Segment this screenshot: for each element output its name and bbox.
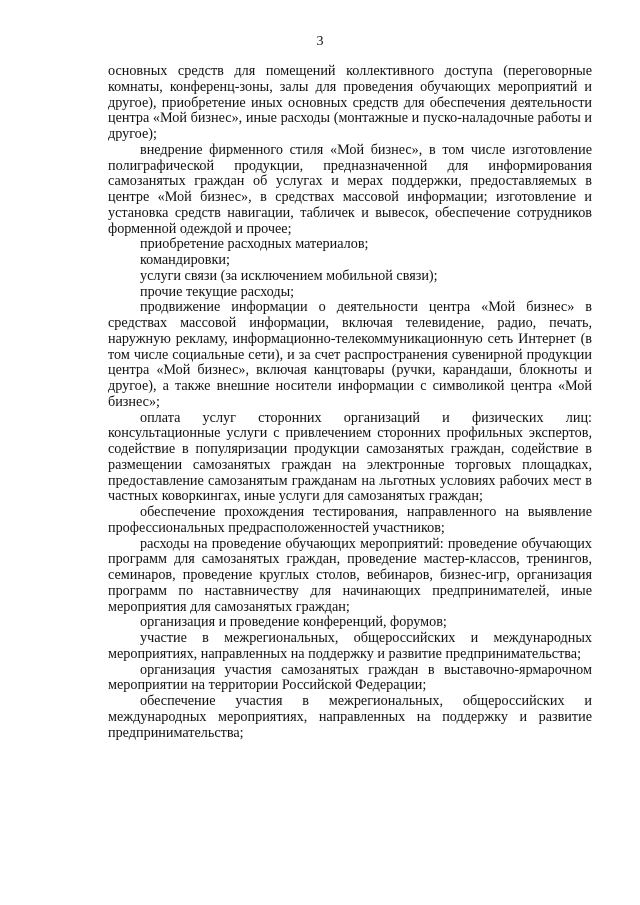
paragraph: обеспечение участия в межрегиональных, общероссийских и международных мероприятиях, направленных на поддержку и развитие предпринимательства; <box>108 693 592 741</box>
paragraph: основных средств для помещений коллективного доступа (переговорные комнаты, конференц-зоны, залы для проведения обучающих мероприятий и другое), приобретение иных основных средств для обеспечения деятельности центра «Мой бизнес», иные расходы (монтажные и пуско-наладочные работы и другое); <box>108 63 592 142</box>
paragraph: обеспечение прохождения тестирования, направленного на выявление профессиональных предрасположенностей участников; <box>108 504 592 536</box>
paragraph: организация и проведение конференций, форумов; <box>140 614 447 631</box>
paragraph: организация участия самозанятых граждан в выставочно-ярмарочном мероприятии на территории Российской Федерации; <box>108 661 592 694</box>
paragraph: расходы на проведение обучающих мероприятий: проведение обучающих программ для самозанятых граждан, проведение мастер-классов, тренингов, семинаров, проведение круглых столов, вебинаров, бизнес-игр, организация программ по наставничеству для начинающих предпринимателей, иные мероприятия для самозанятых граждан; <box>108 535 592 615</box>
paragraph: командировки; <box>140 252 230 268</box>
page-number: 3 <box>316 34 324 49</box>
paragraph: услуги связи (за исключением мобильной связи); <box>140 267 438 284</box>
paragraph: продвижение информации о деятельности центра «Мой бизнес» в средствах массовой информации, включая телевидение, радио, печать, наружную рекламу, информационно-телекоммуникационную сеть Интернет (в том числе социальные сети), и за счет распространения сувенирной продукции центра «Мой бизнес», включая канцтовары (ручки, карандаши, блокноты и другое), а также внешние носители информации с символикой центра «Мой бизнес»; <box>108 299 592 410</box>
paragraph: прочие текущие расходы; <box>140 283 295 300</box>
paragraph: участие в межрегиональных, общероссийских и международных мероприятиях, направленных на поддержку и развитие предпринимательства; <box>108 630 592 662</box>
document-body <box>108 64 592 741</box>
paragraph: приобретение расходных материалов; <box>140 236 369 253</box>
paragraph: оплата услуг сторонних организаций и физических лиц: консультационные услуги с привлечением сторонних профильных экспертов, содействие в популяризации продукции самозанятых граждан, содействие в размещении самозанятых граждан на электронные торговых площадках, предоставление самозанятым гражданам на льготных условиях рабочих мест в частных коворкингах, иные услуги для самозанятых граждан; <box>108 409 592 505</box>
paragraph: внедрение фирменного стиля «Мой бизнес», в том числе изготовление полиграфической продукции, предназначенной для информирования самозанятых граждан об услугах и мерах поддержки, предоставляемых в центре «Мой бизнес», в средствах массовой информации; изготовление и установка средств навигации, табличек и вывесок, обеспечение сотрудников форменной одеждой и прочее; <box>108 141 592 237</box>
